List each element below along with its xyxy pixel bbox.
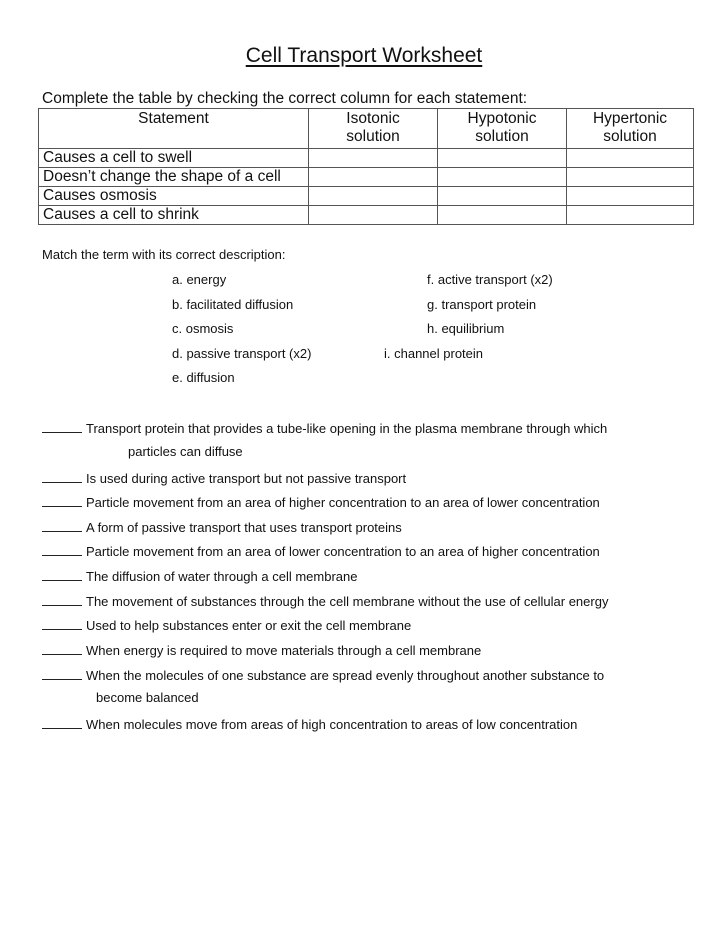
answer-blank[interactable] xyxy=(42,715,82,729)
isotonic-checkbox-cell[interactable] xyxy=(309,206,438,225)
term-g: g. transport protein xyxy=(427,297,537,312)
hypotonic-checkbox-cell[interactable] xyxy=(438,168,567,187)
question-row xyxy=(42,641,682,659)
table-header-row xyxy=(39,109,694,149)
hypertonic-checkbox-cell[interactable] xyxy=(567,206,694,225)
answer-blank[interactable] xyxy=(42,542,82,556)
answer-blank[interactable] xyxy=(42,641,82,655)
question-row xyxy=(42,518,682,536)
isotonic-checkbox-cell[interactable] xyxy=(309,149,438,168)
term-a: a. energy xyxy=(172,272,227,287)
question-text: When molecules move from areas of high concentration to areas of low concentration xyxy=(86,717,578,732)
hypertonic-checkbox-cell[interactable] xyxy=(567,187,694,206)
question-text: The diffusion of water through a cell membrane xyxy=(86,569,358,584)
answer-blank[interactable] xyxy=(42,567,82,581)
table-row xyxy=(39,149,694,168)
header-hypertonic: Hypertonic solution xyxy=(567,109,694,149)
isotonic-checkbox-cell[interactable] xyxy=(309,187,438,206)
question-text: Particle movement from an area of higher concentration to an area of lower concentration xyxy=(86,495,600,510)
question-text: The movement of substances through the cell membrane without the use of cellular energy xyxy=(86,594,609,609)
question-text: Is used during active transport but not passive transport xyxy=(86,471,407,486)
header-hypotonic: Hypotonic solution xyxy=(438,109,567,149)
answer-blank[interactable] xyxy=(42,518,82,532)
hypotonic-checkbox-cell[interactable] xyxy=(438,187,567,206)
hypertonic-checkbox-cell[interactable] xyxy=(567,149,694,168)
answer-blank[interactable] xyxy=(42,419,82,433)
hypertonic-checkbox-cell[interactable] xyxy=(567,168,694,187)
question-text: When energy is required to move materials through a cell membrane xyxy=(86,643,482,658)
answer-blank[interactable] xyxy=(42,616,82,630)
hypotonic-checkbox-cell[interactable] xyxy=(438,149,567,168)
answer-blank[interactable] xyxy=(42,592,82,606)
question-text-continued: become balanced xyxy=(96,690,199,705)
question-row xyxy=(42,592,682,610)
term-d: d. passive transport (x2) xyxy=(172,346,312,361)
question-row xyxy=(42,493,682,511)
statement-cell: Causes a cell to swell xyxy=(39,149,309,168)
statement-cell: Doesn’t change the shape of a cell xyxy=(39,168,309,187)
term-e: e. diffusion xyxy=(172,370,235,385)
question-text: Used to help substances enter or exit the cell membrane xyxy=(86,618,412,633)
answer-blank[interactable] xyxy=(42,493,82,507)
table-row xyxy=(39,187,694,206)
question-row xyxy=(42,567,682,585)
solution-table xyxy=(38,108,694,225)
statement-cell: Causes a cell to shrink xyxy=(39,206,309,225)
table-row xyxy=(39,168,694,187)
answer-blank[interactable] xyxy=(42,666,82,680)
question-text: Particle movement from an area of lower concentration to an area of higher concentration xyxy=(86,544,600,559)
isotonic-checkbox-cell[interactable] xyxy=(309,168,438,187)
question-text: A form of passive transport that uses transport proteins xyxy=(86,520,402,535)
table-instruction: Complete the table by checking the correct column for each statement: xyxy=(42,90,528,107)
hypotonic-checkbox-cell[interactable] xyxy=(438,206,567,225)
term-c: c. osmosis xyxy=(172,321,234,336)
term-f: f. active transport (x2) xyxy=(427,272,553,287)
header-statement: Statement xyxy=(39,109,309,149)
worksheet-title: Cell Transport Worksheet xyxy=(245,44,483,67)
question-text: Transport protein that provides a tube-like opening in the plasma membrane through which xyxy=(86,421,608,436)
question-text: When the molecules of one substance are spread evenly throughout another substance to xyxy=(86,668,605,683)
table-row xyxy=(39,206,694,225)
term-h: h. equilibrium xyxy=(427,321,505,336)
question-row xyxy=(42,469,682,487)
header-isotonic: Isotonic solution xyxy=(309,109,438,149)
term-b: b. facilitated diffusion xyxy=(172,297,294,312)
statement-cell: Causes osmosis xyxy=(39,187,309,206)
question-row xyxy=(42,666,682,684)
question-row xyxy=(42,542,682,560)
term-i: i. channel protein xyxy=(384,346,484,361)
question-row xyxy=(42,419,682,437)
question-row xyxy=(42,616,682,634)
matching-instruction: Match the term with its correct description: xyxy=(42,247,286,262)
answer-blank[interactable] xyxy=(42,469,82,483)
question-text-continued: particles can diffuse xyxy=(128,444,243,459)
question-row xyxy=(42,715,682,733)
